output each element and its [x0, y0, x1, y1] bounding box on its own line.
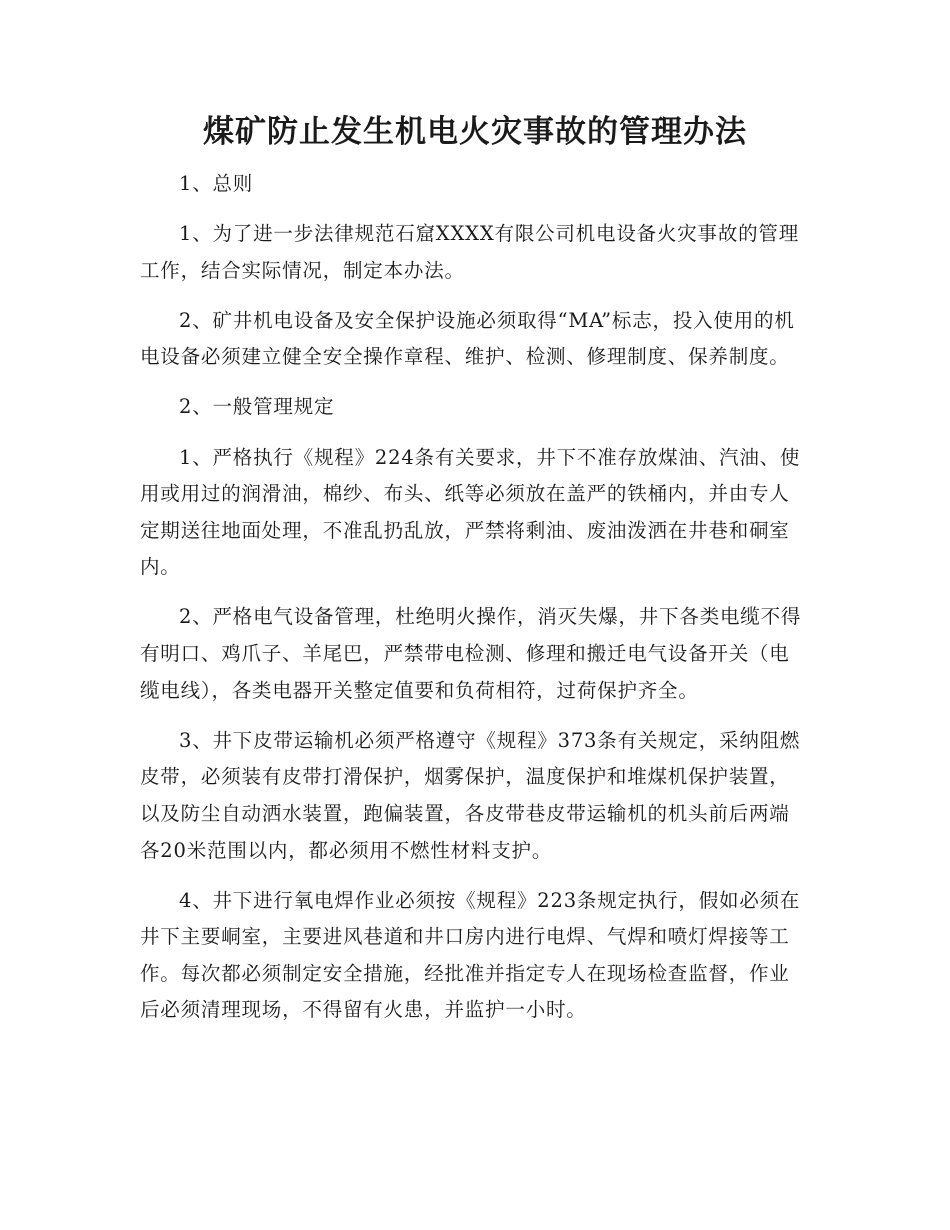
- paragraph: 3、井下皮带运输机必须严格遵守《规程》373条有关规定，采纳阻燃皮带，必须装有皮带打滑保护，烟雾保护，温度保护和堆煤机保护装置，以及防尘自动洒水装置，跑偏装置，各皮带巷皮带运输机的机头前后两端各20米范围以内，都必须用不燃性材料支护。: [140, 728, 801, 862]
- paragraph: 1、严格执行《规程》224条有关要求，井下不准存放煤油、汽油、使用或用过的润滑油，棉纱、布头、纸等必须放在盖严的铁桶内，并由专人定期送往地面处理，不准乱扔乱放，严禁将剩油、废油泼洒在井巷和硐室内。: [140, 445, 801, 579]
- section-heading-general: 1、总则: [179, 172, 254, 195]
- paragraph: 2、严格电气设备管理，杜绝明火操作，消灭失爆，井下各类电缆不得有明口、鸡爪子、羊尾巴，严禁带电检测、修理和搬迁电气设备开关（电缆电线），各类电器开关整定值要和负荷相符，过荷保护齐全。: [140, 605, 802, 702]
- section-heading-management: 2、一般管理规定: [179, 395, 335, 419]
- paragraph: 4、井下进行氧电焊作业必须按《规程》223条规定执行，假如必须在井下主要峒室，主要进风巷道和井口房内进行电焊、气焊和喷灯焊接等工作。每次都必须制定安全措施，经批准并指定专人在现场检查监督，作业后必须清理现场，不得留有火患，并监护一小时。: [140, 888, 801, 1022]
- paragraph: 1、为了进一步法律规范石窟XXXX有限公司机电设备火灾事故的管理工作，结合实际情况，制定本办法。: [140, 222, 800, 282]
- document-title: 煤矿防止发生机电火灾事故的管理办法: [203, 114, 747, 150]
- paragraph: 2、矿井机电设备及安全保护设施必须取得“MA”标志，投入使用的机电设备必须建立健全安全操作章程、维护、检测、修理制度、保养制度。: [140, 308, 795, 369]
- document-body: [140, 166, 805, 1029]
